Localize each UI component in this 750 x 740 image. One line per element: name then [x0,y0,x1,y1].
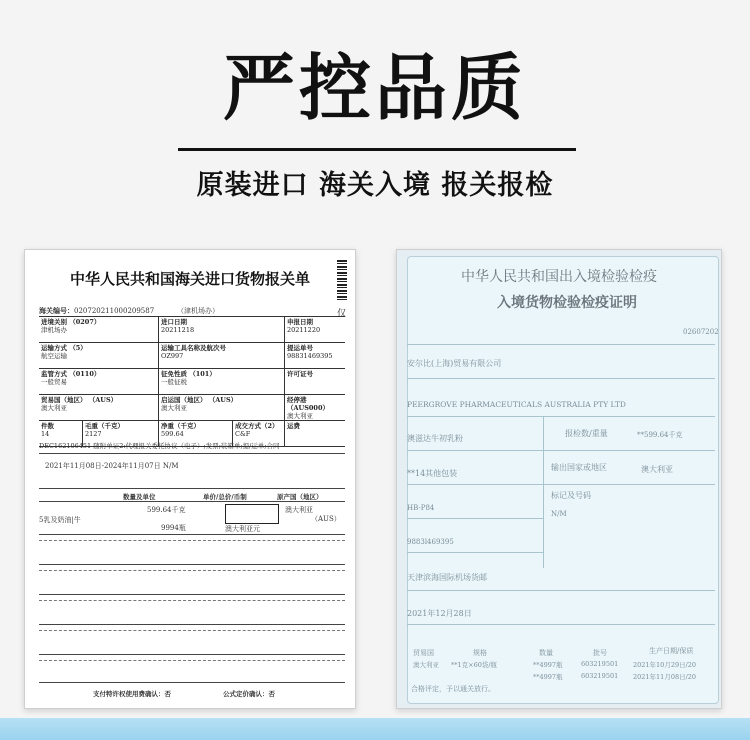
consignor: PEERGROVE PHARMACEUTICALS AUSTRALIA PTY LTD [407,400,626,409]
rule-line [39,654,345,655]
grid-cell: 成交方式（2） C&F [233,421,285,446]
declaration-grid [39,316,345,447]
grid-row [39,343,345,369]
rule-line [407,344,715,345]
rule-line [407,518,543,519]
certificate-title-1: 中华人民共和国出入境检验检疫 [461,269,657,285]
formula-pricing-confirmation: 公式定价确认：否 [223,690,275,698]
certificate-frame [407,256,719,704]
divider [178,148,576,151]
rule-line [407,378,715,379]
rule-line [407,552,543,553]
goods-country: 澳大利亚 [285,506,313,514]
certificate-title-2: 入境货物检验检疫证明 [497,295,637,311]
rule-line [39,534,345,535]
goods-header-origin: 原产国（地区） [277,493,323,501]
goods-header-qty: 数量及单位 [123,493,156,501]
grid-cell: 进境关别 （0207） 津机场办 [39,317,159,342]
page-mark: 仅 [337,309,347,319]
attached-documents: DEC162106451 随附单证2:代理报关委托协议（电子）;发票;装箱单;提/运单;合同 [39,442,280,450]
conclusion-text: 合格评定，予以通关放行。 [411,685,495,693]
rule-line [407,484,715,485]
table-cell: **1克×60袋/瓶 [451,661,498,669]
rule-line [39,453,345,454]
mark-label: 标记及号码 [551,491,591,500]
grid-row [39,395,345,421]
customs-declaration-document [24,249,356,709]
origin-label: 输出国家或地区 [551,463,607,472]
grid-cell: 提运单号 98831469395 [287,344,333,360]
table-cell: 2021年11月08日/20 [633,673,697,681]
hb-number: HB-P84 [407,504,435,512]
table-cell: 澳大利亚 [413,661,439,669]
grid-cell: 申报日期 20211220 [287,318,321,334]
goods-qty-kg: 599.64千克 [147,506,186,514]
grid-row [39,317,345,343]
rule-line [39,564,345,565]
goods-country-code: （AUS） [311,515,341,523]
bill-number: 9883l469395 [407,538,454,546]
table-header-quantity: 数量 [539,649,553,657]
royalty-confirmation: 支付特许权使用费确认：否 [93,690,171,698]
rule-line [407,590,715,591]
rule-line [407,450,715,451]
dashed-line [39,540,345,541]
product-name: 澳滋达牛初乳粉 [407,434,463,443]
dashed-line [39,630,345,631]
grid-cell: 进口日期 20211218 [159,317,285,342]
table-cell: **4997瓶 [533,661,563,669]
rule-line [407,624,715,625]
grid-cell: 贸易国（地区） （AUS） 澳大利亚 [39,395,159,420]
rule-line [39,624,345,625]
bottom-accent-bar [0,718,750,740]
table-header-batch: 批号 [593,649,607,657]
grid-cell: 毛重（千克） 2127 [83,421,159,446]
grid-cell: 征免性质 （101） 一般征税 [159,369,285,394]
port-note: （津机场办） [177,307,219,315]
weight-value: **599.64千克 [637,431,683,439]
packaging: **14其他包装 [407,469,458,478]
grid-cell: 件数 14 [39,421,83,446]
grid-cell: 运输工具名称及航次号 OZ997 [159,343,285,368]
grid-cell: 启运国（地区） （AUS） 澳大利亚 [159,395,285,420]
consignee: 安尔比(上海)贸易有限公司 [407,359,502,368]
weight-label: 报检数/重量 [565,429,608,438]
rule-line [407,416,715,417]
table-header-production-date: 生产日期/保质 [649,647,694,655]
grid-row [39,369,345,395]
goods-qty-bottles: 9994瓶 [161,524,186,532]
headline: 严控品质 [222,46,527,130]
table-cell: 603219501 [581,672,619,680]
goods-currency: 澳大利亚元 [225,525,260,533]
goods-header-price: 单价/总价/币制 [203,493,247,501]
rule-line [39,488,345,489]
grid-cell: 监管方式 （0110） 一般贸易 [39,369,159,394]
table-cell: 2021年10月29日/20 [633,661,697,669]
dashed-line [39,570,345,571]
customs-no: 海关编号：020720211000209587 [39,306,155,315]
table-cell: **4997瓶 [533,673,563,681]
table-header-country: 贸易国 [413,649,434,657]
rule-line [39,682,345,683]
dashed-line [39,660,345,661]
goods-name: 5乳及奶油|牛 [39,516,81,524]
subheadline: 原装进口 海关入境 报关报检 [196,170,554,201]
rule-line [39,594,345,595]
grid-cell: 经停港 （AUS000） 澳大利亚 [287,396,329,420]
origin-value: 澳大利亚 [641,465,673,474]
dashed-line [39,600,345,601]
table-header-spec: 规格 [473,649,487,657]
port-of-entry: 天津滨海国际机场货邮 [407,573,487,582]
grid-cell: 运费 [287,422,300,430]
table-cell: 603219501 [581,660,619,668]
column-divider [543,416,544,568]
validity-period: 2021年11月08日-2024年11月07日 N/M [45,462,179,470]
grid-cell: 运输方式 （5） 航空运输 [39,343,159,368]
grid-cell: 许可证号 [287,370,313,378]
barcode [337,260,347,302]
rule-line [39,501,345,502]
redaction-box [225,504,279,524]
inspection-date: 2021年12月28日 [407,609,472,618]
mark-value: N/M [551,510,567,518]
customs-declaration-title: 中华人民共和国海关进口货物报关单 [69,270,310,288]
certificate-number: 02607202 [683,328,719,336]
grid-cell: 净重（千克） 599.64 [159,421,233,446]
inspection-certificate-document [396,249,722,709]
